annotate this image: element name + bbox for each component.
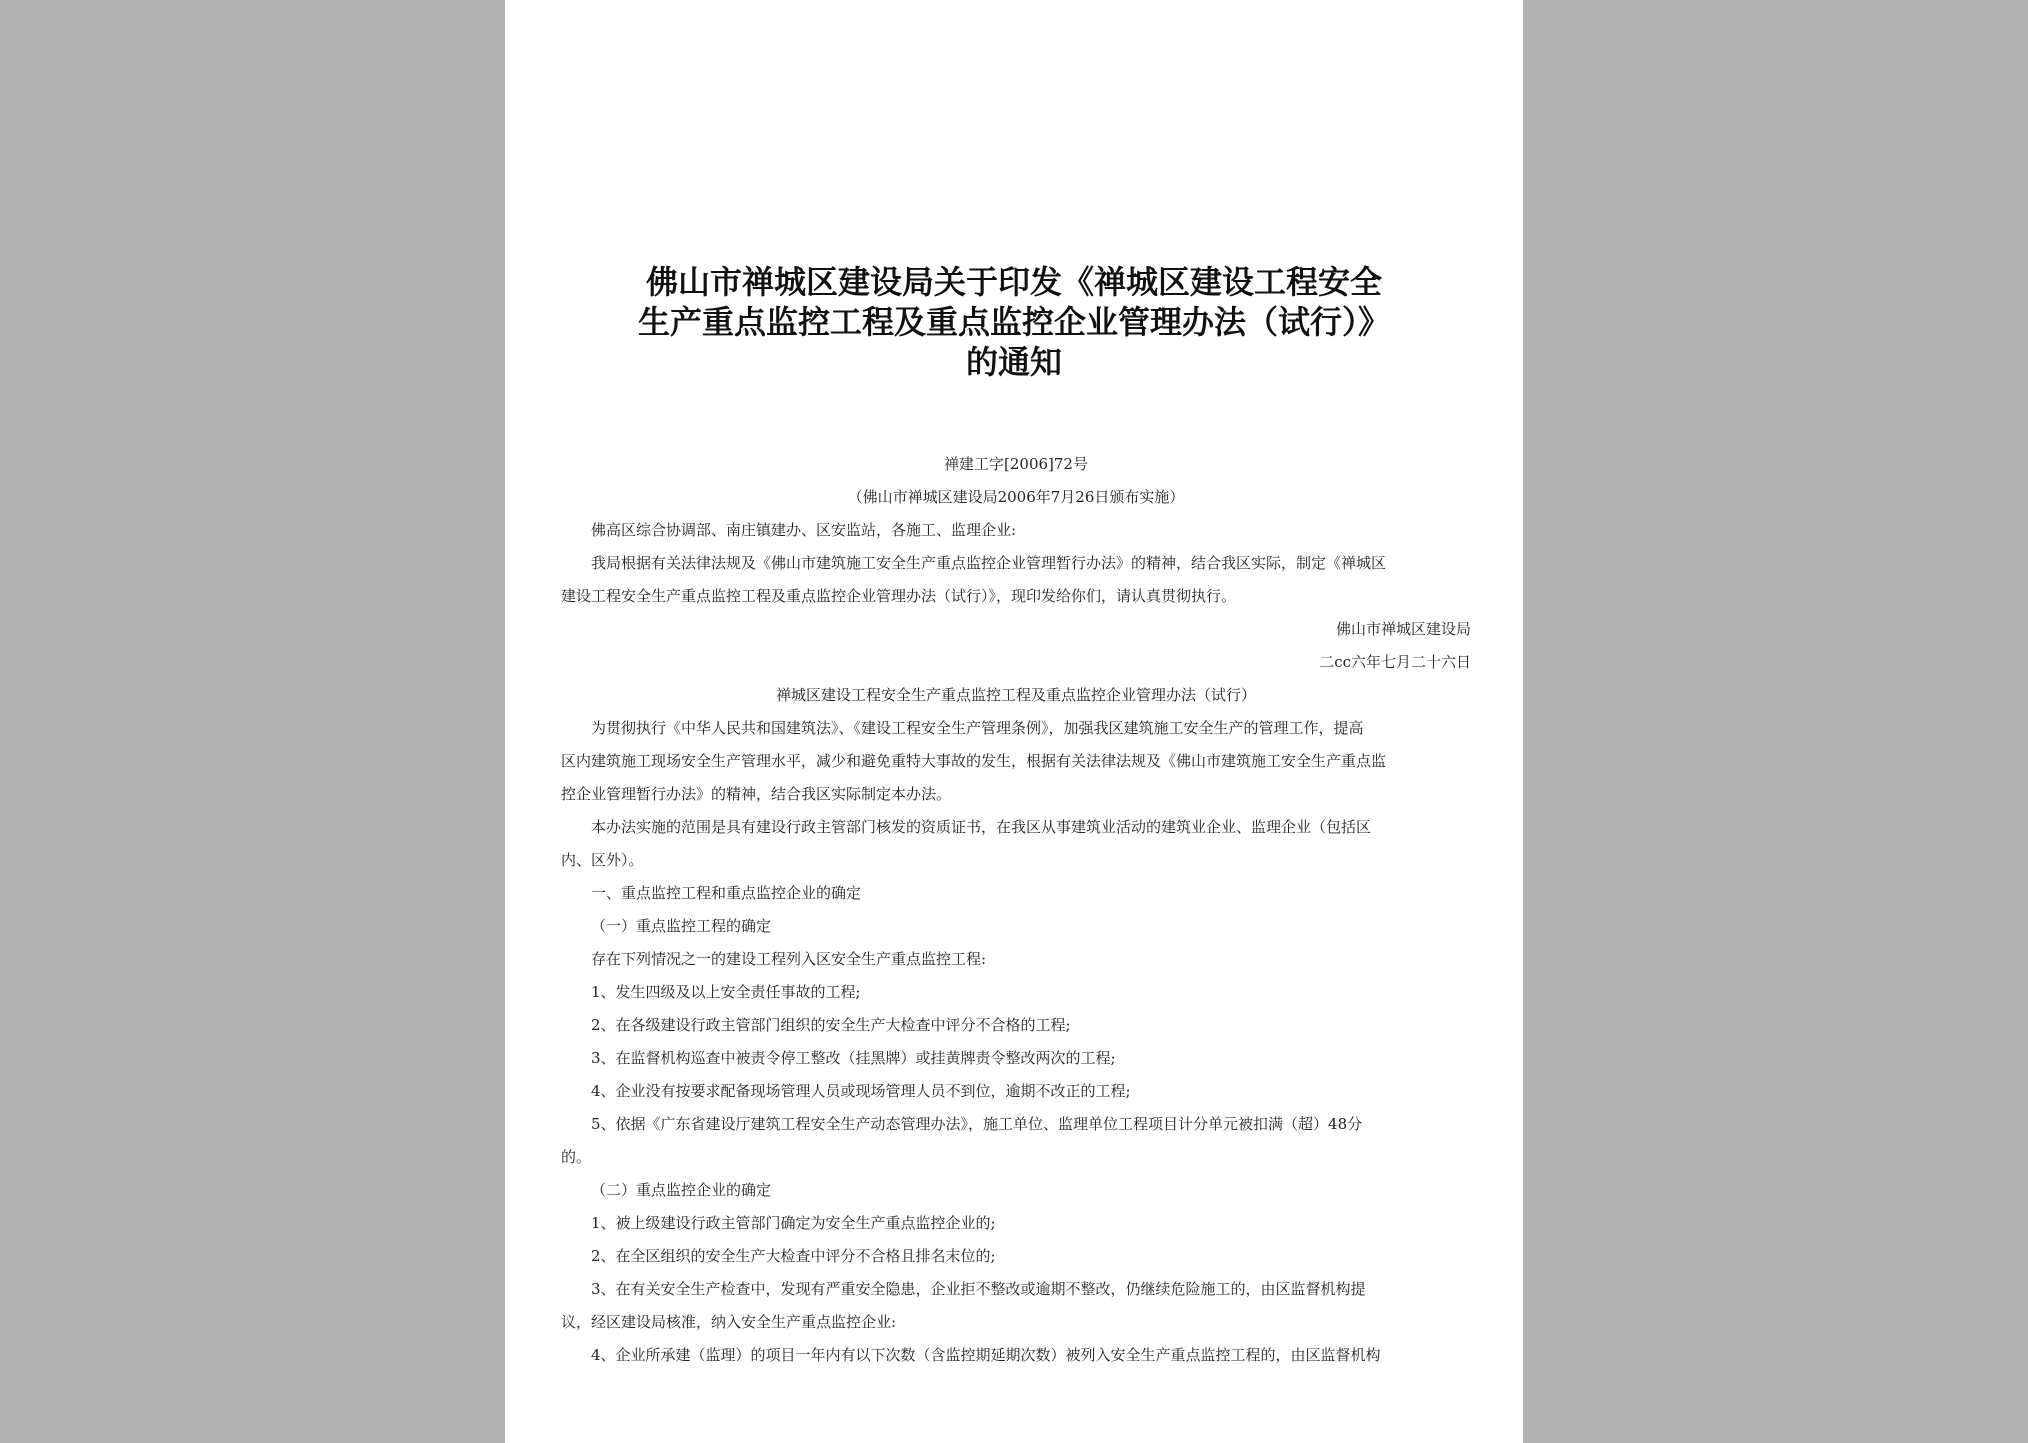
section-1-heading: 一、重点监控工程和重点监控企业的确定 <box>591 884 862 902</box>
sub1-intro: 存在下列情况之一的建设工程列入区安全生产重点监控工程: <box>591 950 987 968</box>
sub1-item-3: 3、在监督机构巡查中被责令停工整改（挂黑牌）或挂黄牌责令整改两次的工程; <box>591 1049 1116 1067</box>
sub2-item-4-line-1: 4、企业所承建（监理）的项目一年内有以下次数（含监控期延期次数）被列入安全生产重点监控工程的，由区监督机构 <box>591 1346 1381 1364</box>
title-line-3: 的通知 <box>965 343 1062 381</box>
section-1-sub-2-heading: （二）重点监控企业的确定 <box>591 1181 772 1199</box>
recipients: 佛高区综合协调部、南庄镇建办、区安监站，各施工、监理企业: <box>591 521 1017 539</box>
para2-line-2: 内、区外）。 <box>561 851 644 869</box>
document-body <box>561 448 1471 1372</box>
sub1-item-1: 1、发生四级及以上安全责任事故的工程; <box>591 983 861 1001</box>
para1-line-1: 为贯彻执行《中华人民共和国建筑法》、《建设工程安全生产管理条例》，加强我区建筑施工安全生产的管理工作，提高 <box>591 719 1364 737</box>
sub1-item-2: 2、在各级建设行政主管部门组织的安全生产大检查中评分不合格的工程; <box>591 1016 1071 1034</box>
sub2-item-1: 1、被上级建设行政主管部门确定为安全生产重点监控企业的; <box>591 1214 996 1232</box>
subtitle: 禅城区建设工程安全生产重点监控工程及重点监控企业管理办法（试行） <box>775 686 1256 704</box>
date: 二cc六年七月二十六日 <box>1319 653 1471 671</box>
para2-line-1: 本办法实施的范围是具有建设行政主管部门核发的资质证书，在我区从事建筑业活动的建筑业企业、监理企业（包括区 <box>591 818 1372 836</box>
sub1-item-4: 4、企业没有按要求配备现场管理人员或现场管理人员不到位，逾期不改正的工程; <box>591 1082 1131 1100</box>
signature: 佛山市禅城区建设局 <box>1335 620 1471 638</box>
intro-line-2: 建设工程安全生产重点监控工程及重点监控企业管理办法（试行）》，现印发给你们，请认真贯彻执行。 <box>561 587 1237 605</box>
title-line-1: 佛山市禅城区建设局关于印发《禅城区建设工程安全 <box>645 263 1382 301</box>
sub2-item-3-line-1: 3、在有关安全生产检查中，发现有严重安全隐患，企业拒不整改或逾期不整改，仍继续危险施工的，由区监督机构提 <box>591 1280 1366 1298</box>
title-line-2: 生产重点监控工程及重点监控企业管理办法（试行）》 <box>637 303 1390 341</box>
sub2-item-3-line-2: 议，经区建设局核准，纳入安全生产重点监控企业: <box>561 1313 897 1331</box>
document-title <box>555 262 1473 382</box>
sub2-item-2: 2、在全区组织的安全生产大检查中评分不合格且排名末位的; <box>591 1247 996 1265</box>
issue-note: （佛山市禅城区建设局2006年7月26日颁布实施） <box>847 488 1185 506</box>
intro-line-1: 我局根据有关法律法规及《佛山市建筑施工安全生产重点监控企业管理暂行办法》的精神，结合我区实际，制定《禅城区 <box>591 554 1387 572</box>
sub1-item-5-line-1: 5、依据《广东省建设厅建筑工程安全生产动态管理办法》，施工单位、监理单位工程项目计分单元被扣满（超）48分 <box>591 1115 1363 1133</box>
para1-line-2: 区内建筑施工现场安全生产管理水平，减少和避免重特大事故的发生，根据有关法律法规及《佛山市建筑施工安全生产重点监 <box>561 752 1387 770</box>
document-page <box>505 0 1523 1443</box>
section-1-sub-1-heading: （一）重点监控工程的确定 <box>591 917 772 935</box>
sub1-item-5-line-2: 的。 <box>561 1148 592 1166</box>
para1-line-3: 控企业管理暂行办法》的精神，结合我区实际制定本办法。 <box>561 785 952 803</box>
doc-number: 禅建工字[2006]72号 <box>944 455 1088 473</box>
